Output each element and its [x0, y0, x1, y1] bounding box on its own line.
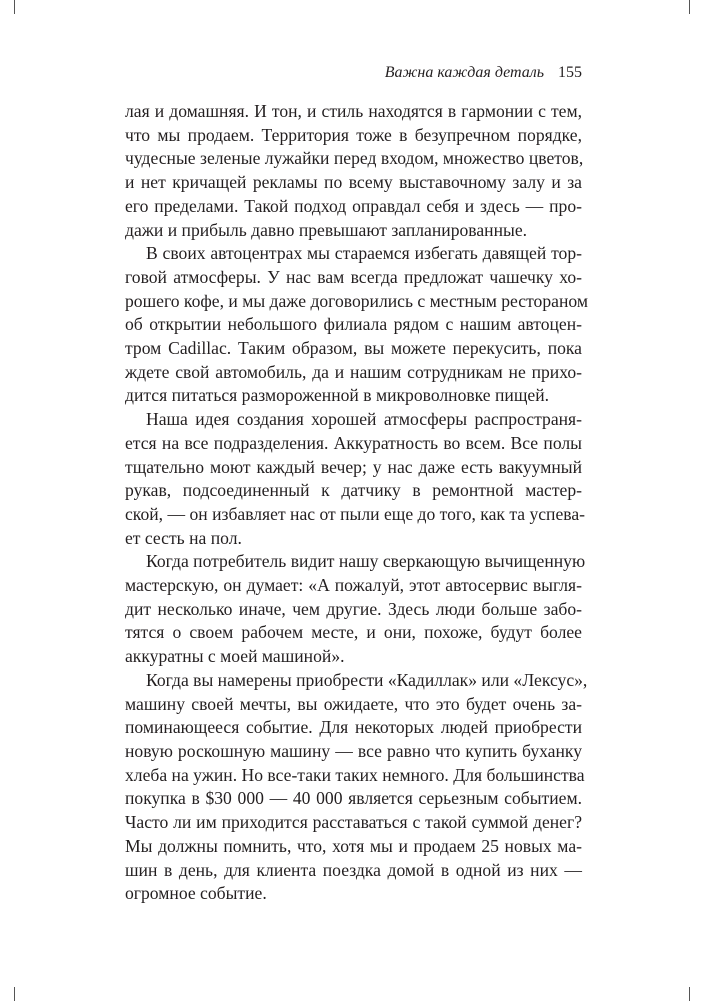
- crop-mark: [689, 0, 690, 14]
- text-line: Наша идея создания хорошей атмосферы распространя-: [146, 409, 582, 430]
- text-line: дажи и прибыль давно превышают запланированные.: [125, 219, 528, 240]
- text-line: лая и домашняя. И тон, и стиль находятся в гармонии с тем,: [125, 101, 582, 121]
- text-line: Мы должны помнить, что, хотя мы и продаем 25 новых ма-: [125, 835, 582, 856]
- text-line: дит несколько иначе, чем другие. Здесь люди больше забо-: [125, 598, 582, 619]
- text-line: об открытии небольшого филиала рядом с нашим автоцен-: [125, 314, 582, 335]
- crop-mark: [14, 0, 15, 14]
- text-line: говой атмосферы. У нас вам всегда предложат чашечку хо-: [125, 266, 582, 287]
- text-line: тром Cadillac. Таким образом, вы можете перекусить, пока: [125, 338, 582, 359]
- text-line: Часто ли им приходится расставаться с такой суммой денег?: [125, 812, 582, 833]
- page-number: 155: [558, 64, 582, 81]
- text-line: тщательно моют каждый вечер; у нас даже есть вакуумный: [125, 456, 582, 477]
- text-line: Когда потребитель видит нашу сверкающую вычищенную: [146, 551, 586, 572]
- text-line: хлеба на ужин. Но все-таки таких немного. Для большинства: [125, 764, 585, 785]
- crop-mark: [689, 987, 690, 1001]
- text-line: аккуратны с моей машиной».: [125, 646, 345, 667]
- text-line: рукав, подсоединенный к датчику в ремонтной мастер-: [125, 480, 582, 501]
- text-line: мастерскую, он думает: «А пожалуй, этот автосервис выгля-: [125, 575, 582, 596]
- text-line: его пределами. Такой подход оправдал себя и здесь — про-: [125, 195, 582, 216]
- text-line: Когда вы намерены приобрести «Кадиллак» или «Лексус»,: [146, 669, 588, 690]
- text-line: ется на все подразделения. Аккуратность во всем. Все полы: [125, 432, 582, 453]
- text-line: огромное событие.: [125, 883, 267, 904]
- crop-mark: [14, 987, 15, 1001]
- text-line: что мы продаем. Территория тоже в безупречном порядке,: [125, 124, 582, 145]
- text-line: покупка в $30 000 — 40 000 является серьезным событием.: [125, 788, 582, 809]
- running-header: [125, 64, 582, 82]
- text-line: поминающееся событие. Для некоторых людей приобрести: [125, 717, 582, 738]
- text-line: ской, — он избавляет нас от пыли еще до того, как та успева-: [125, 503, 586, 524]
- text-line: ждете свой автомобиль, да и нашим сотрудникам не прихо-: [125, 361, 582, 382]
- text-line: В своих автоцентрах мы стараемся избегать давящей тор-: [146, 243, 582, 264]
- text-line: машину своей мечты, вы ожидаете, что это будет очень за-: [125, 693, 582, 714]
- text-line: рошего кофе, и мы даже договорились с местным рестораном: [125, 290, 588, 311]
- running-title: Важна каждая деталь: [384, 64, 544, 81]
- body-text: [125, 100, 588, 906]
- text-line: дится питаться размороженной в микроволновке пищей.: [125, 385, 550, 406]
- text-line: тятся о своем рабочем месте, и они, похоже, будут более: [125, 622, 582, 643]
- text-line: шин в день, для клиента поездка домой в одной из них —: [125, 859, 582, 880]
- text-line: и нет кричащей рекламы по всему выставочному залу и за: [125, 172, 582, 193]
- text-line: новую роскошную машину — все равно что купить буханку: [125, 740, 582, 761]
- text-line: ет сесть на пол.: [125, 527, 242, 548]
- text-line: чудесные зеленые лужайки перед входом, множество цветов,: [125, 148, 584, 169]
